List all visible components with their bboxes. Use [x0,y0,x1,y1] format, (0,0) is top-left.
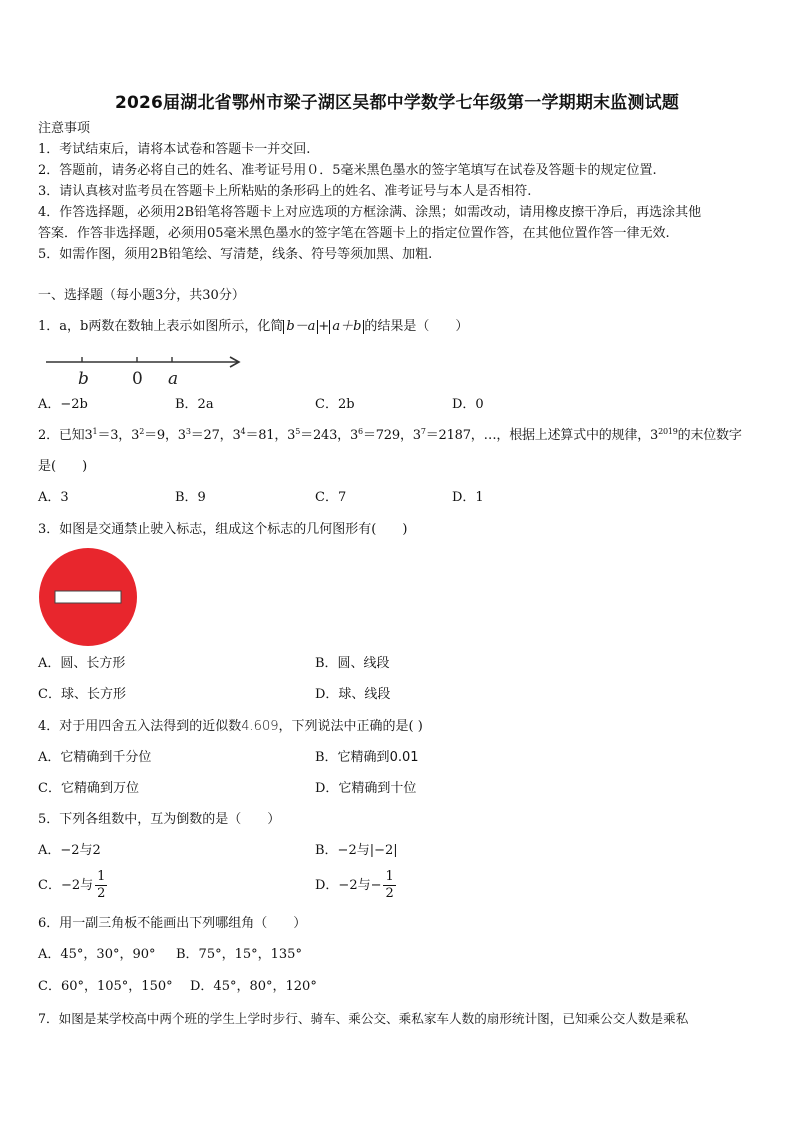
q3-option-a: A．圆、长方形 [38,656,126,671]
question-4 [38,718,423,736]
exponent: 2 [139,427,145,436]
question-2-text: ＝9，3 [144,428,186,443]
question-3: 3．如图是交通禁止驶入标志，组成这个标志的几何图形有( ) [38,522,408,537]
exponent: 6 [358,427,363,436]
exponent: 3 [185,427,191,436]
notice-item: 2．答题前，请务必将自己的姓名、准考证号用０．5毫米黑色墨水的签字笔填写在试卷及答题卡的规定位置. [38,163,657,178]
q4-option-d: D．它精确到十位 [315,781,417,796]
q4-option-b-text: B．它精确到 [315,750,390,765]
q5-option-d [315,869,398,903]
section-heading: 一、选择题（每小题3分，共30分） [38,288,245,303]
notice-item: 答案．作答非选择题，必须用05毫米黑色墨水的签字笔在答题卡上的指定位置作答，在其他位置作答一律无效. [38,226,670,241]
question-4-text: ，下列说法中正确的是( ) [278,719,423,734]
abs-expr-2: a＋b [329,320,364,334]
notice-heading: 注意事项 [38,121,91,136]
q6-option-c: C．60°，105°，150° [38,979,173,994]
question-2-text: ＝243，3 [300,428,359,443]
q6-option-a: A．45°，30°，90° [38,947,156,962]
exponent: 4 [240,427,246,436]
question-1 [38,318,468,336]
q4-option-b [315,749,419,767]
question-2-line-2: 是( ) [38,459,88,474]
q2-option-d: D．1 [452,490,484,505]
notice-item: 3．请认真核对监考员在答题卡上所粘贴的条形码上的姓名、准考证号与本人是否相符. [38,184,532,199]
q4-option-b-value: 0.01 [389,750,419,765]
no-entry-sign [37,546,139,648]
q6-option-b: B．75°，15°，135° [176,947,302,962]
question-4-text: 4．对于用四舍五入法得到的近似数 [38,719,242,734]
notice-item: 5．如需作图，须用2B铅笔绘、写清楚，线条、符号等须加黑、加粗. [38,247,433,262]
question-2-text: ＝27，3 [190,428,241,443]
q5-option-c [38,869,109,903]
page-title: 2026届湖北省鄂州市梁子湖区吴都中学数学七年级第一学期期末监测试题 [114,93,680,113]
question-2-text: ＝2187，…，根据上述算式中的规律，3 [425,428,659,443]
label-a: a [168,369,179,388]
approx-number: 4.609 [241,719,279,734]
label-zero: 0 [132,369,143,388]
fraction-numerator: 1 [97,869,106,884]
q1-option-a: A．−2b [38,397,88,412]
question-6: 6．用一副三角板不能画出下列哪组角（ ） [38,916,307,931]
fraction [383,869,395,902]
exponent: 5 [295,427,301,436]
fraction-numerator: 1 [385,869,394,884]
exponent: 2019 [658,427,678,436]
sign-bar [55,591,121,603]
q3-option-c: C．球、长方形 [38,687,126,702]
notice-item: 1．考试结束后，请将本试卷和答题卡一并交回. [38,142,311,157]
question-5: 5．下列各组数中，互为倒数的是（ ） [38,812,281,827]
q5-option-b: B．−2与|−2| [315,843,398,858]
q2-option-a: A．3 [38,490,69,505]
question-2-text: 的末位数字 [677,428,742,443]
question-2 [38,427,742,445]
number-line-figure [40,348,250,388]
q1-option-c: C．2b [315,397,355,412]
question-1-prefix: 1．a，b两数在数轴上表示如图所示，化简 [38,319,284,334]
question-2-text: ＝81，3 [245,428,296,443]
q5-option-c-text: C．−2与 [38,878,94,893]
q4-option-a: A．它精确到千分位 [38,750,152,765]
q3-option-b: B．圆、线段 [315,656,390,671]
q4-option-c: C．它精确到万位 [38,781,139,796]
plus-sign: + [318,319,330,334]
exponent: 7 [420,427,426,436]
question-2-text: ＝3，3 [97,428,140,443]
fraction-denominator: 2 [385,886,394,901]
q2-option-b: B．9 [175,490,206,505]
q3-option-d: D．球、线段 [315,687,391,702]
q2-option-c: C．7 [315,490,347,505]
q1-option-b: B．2a [175,397,214,412]
q1-option-d: D．0 [452,397,484,412]
question-1-suffix: 的结果是（ ） [364,319,469,334]
q5-option-a: A．−2与2 [38,843,101,858]
fraction-denominator: 2 [97,886,106,901]
question-7: 7．如图是某学校高中两个班的学生上学时步行、骑车、乘公交、乘私家车人数的扇形统计图，已知乘公交人数是乘私 [38,1011,689,1026]
notice-item: 4．作答选择题，必须用2B铅笔将答题卡上对应选项的方框涂满、涂黑；如需改动，请用橡皮擦干净后，再选涂其他 [38,205,702,220]
label-b: b [78,369,89,388]
exponent: 1 [92,427,98,436]
fraction [95,869,107,902]
q6-option-d: D．45°，80°，120° [190,979,317,994]
question-2-text: 2．已知3 [38,428,93,443]
question-2-text: ＝729，3 [362,428,421,443]
abs-expr-1: b－a [283,320,318,334]
q5-option-d-text: D．−2与− [315,878,382,893]
